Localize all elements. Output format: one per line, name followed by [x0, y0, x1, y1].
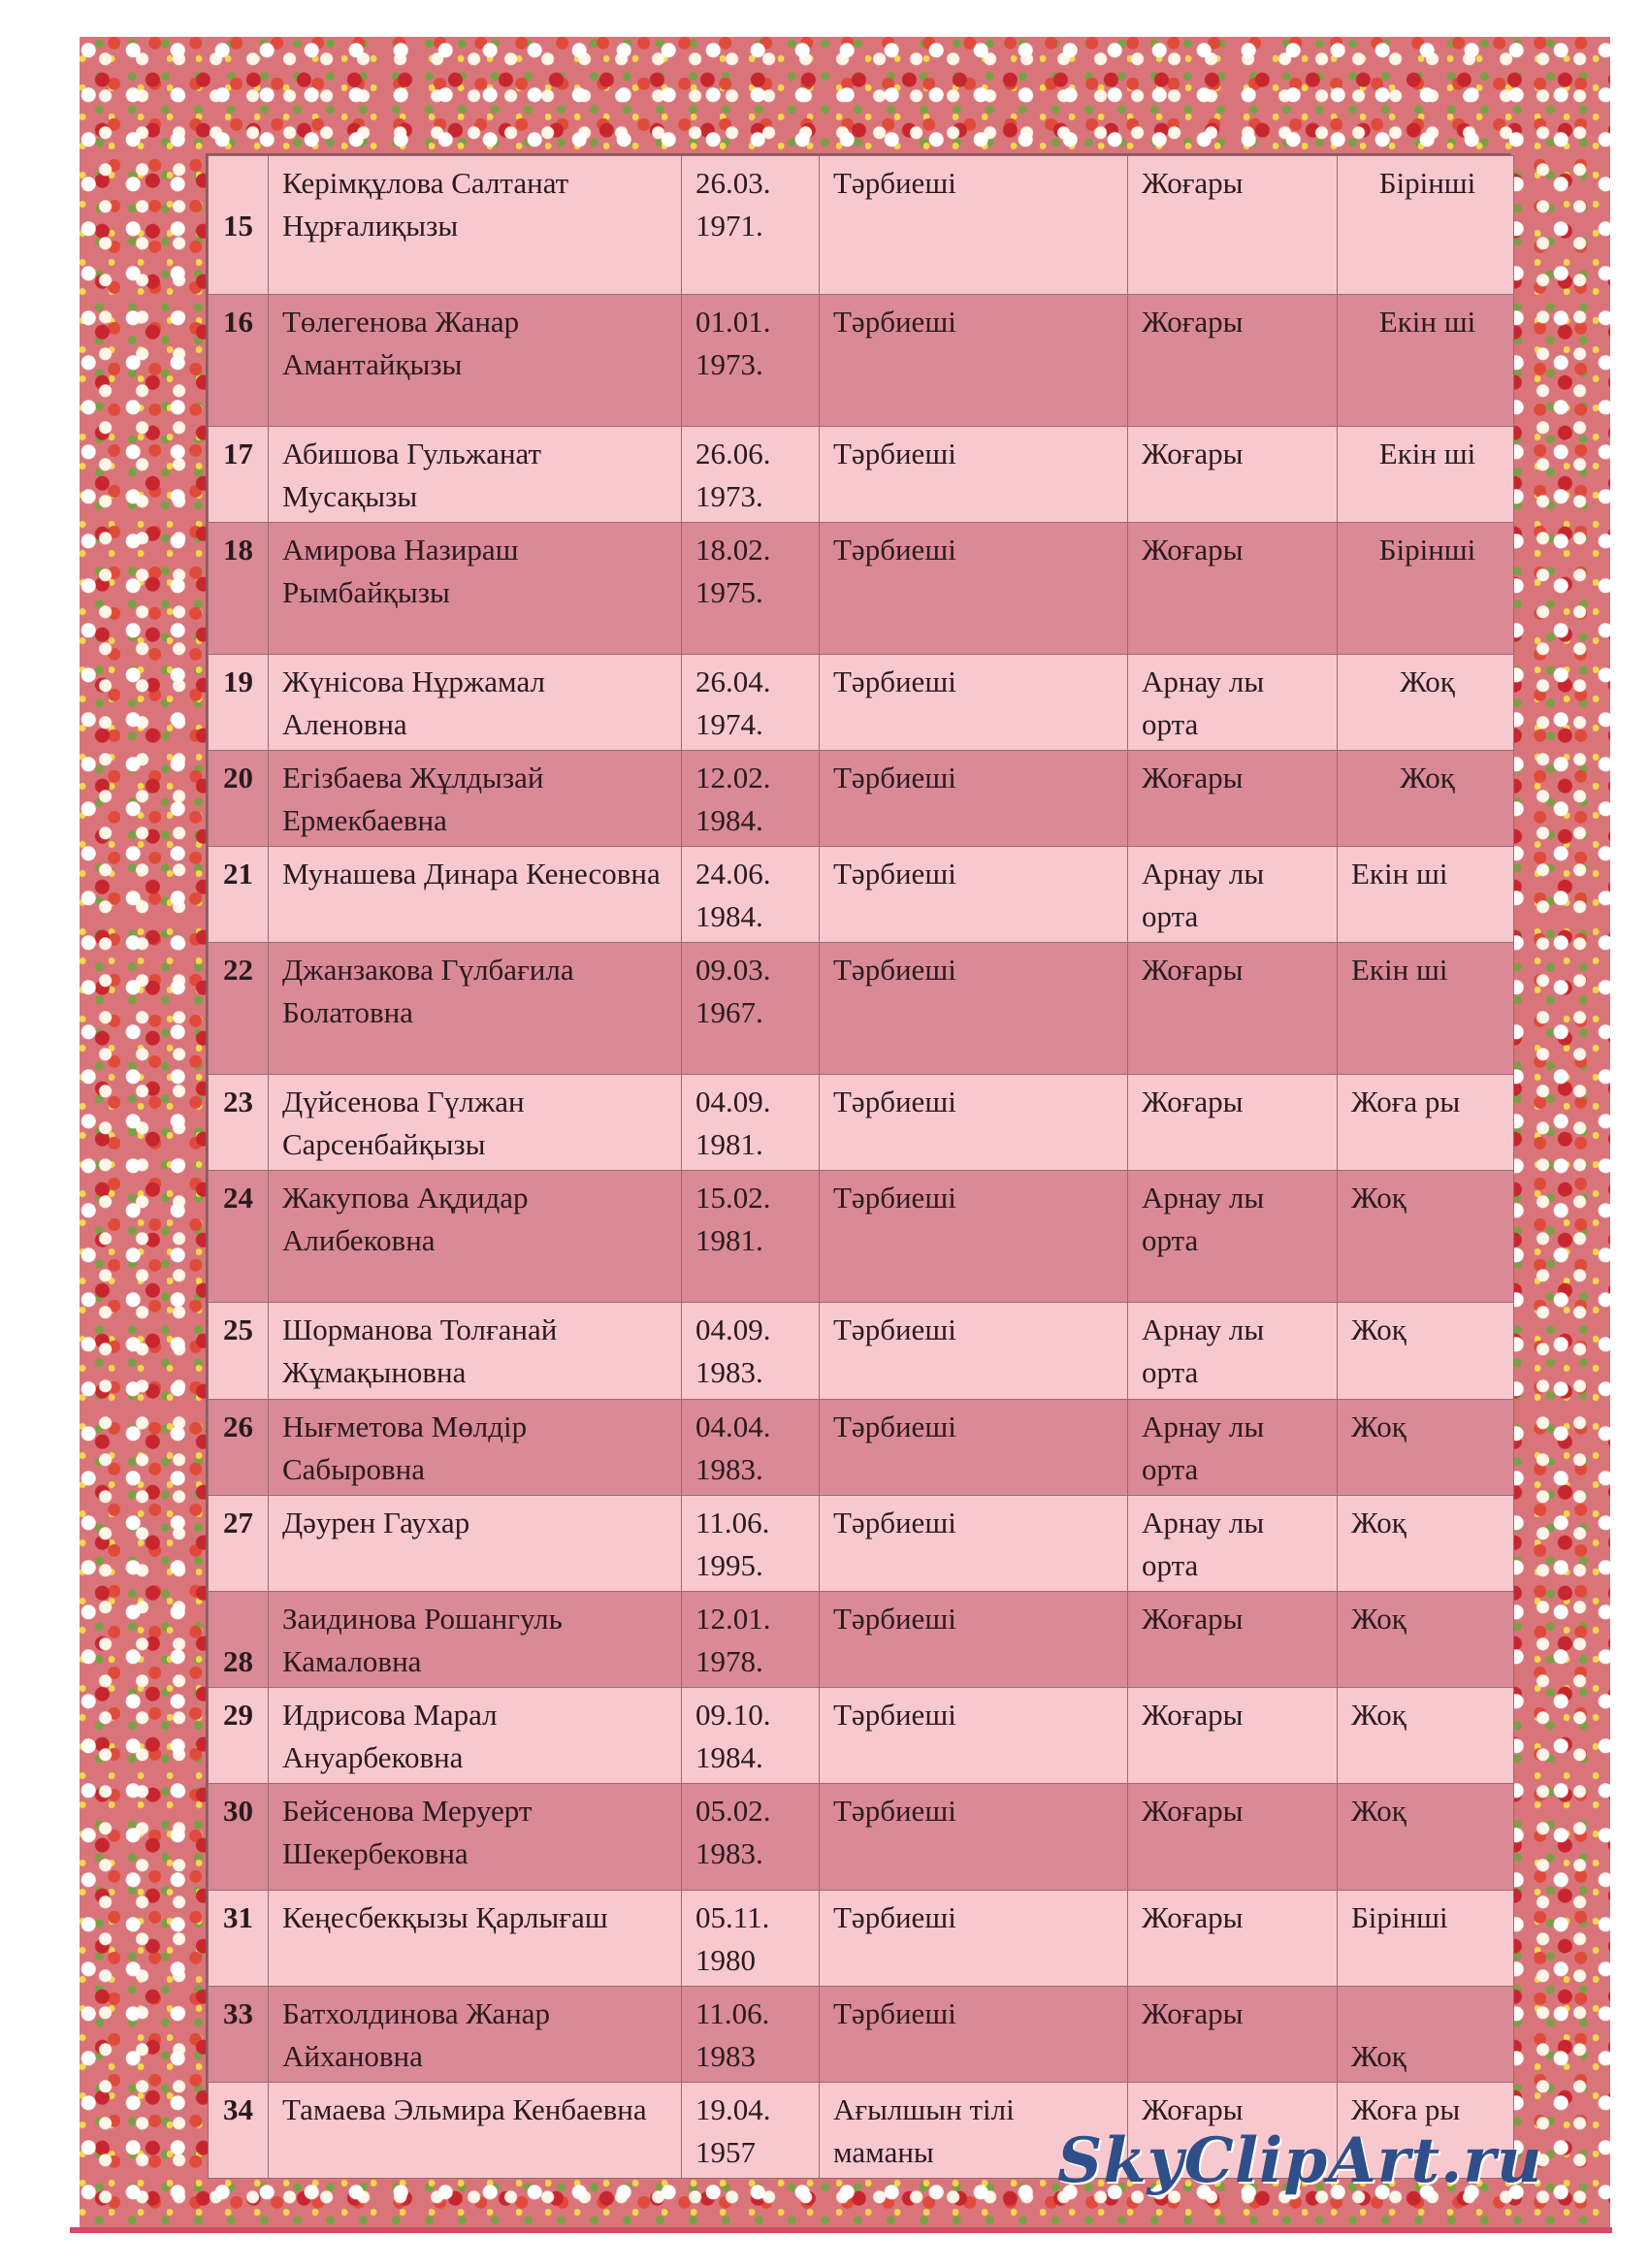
birth-date: 04.04. 1983.	[682, 1400, 820, 1496]
full-name: Абишова Гульжанат Мусақызы	[269, 427, 682, 523]
table-row	[209, 943, 1514, 1075]
education: Арнау лы орта	[1128, 1496, 1338, 1592]
row-number: 16	[209, 295, 269, 427]
position: Тәрбиеші	[820, 655, 1128, 751]
category: Жоқ	[1338, 655, 1514, 751]
education: Жоғары	[1128, 751, 1338, 847]
table-row	[209, 1987, 1514, 2083]
position: Ағылшын тілі маманы	[820, 2083, 1128, 2179]
category: Бірінші	[1338, 1891, 1514, 1987]
table-row	[209, 1400, 1514, 1496]
full-name: Жүнісова Нұржамал Аленовна	[269, 655, 682, 751]
birth-date: 19.04. 1957	[682, 2083, 820, 2179]
birth-date: 05.11. 1980	[682, 1891, 820, 1987]
position: Тәрбиеші	[820, 1400, 1128, 1496]
table-row	[209, 1592, 1514, 1688]
position: Тәрбиеші	[820, 1784, 1128, 1891]
education: Жоғары	[1128, 523, 1338, 655]
education: Жоғары	[1128, 1688, 1338, 1784]
category: Бірінші	[1338, 156, 1514, 295]
table-row	[209, 156, 1514, 295]
full-name: Дүйсенова Гүлжан Сарсенбайқызы	[269, 1075, 682, 1171]
position: Тәрбиеші	[820, 751, 1128, 847]
birth-date: 15.02. 1981.	[682, 1171, 820, 1303]
full-name: Мунашева Динара Кенесовна	[269, 847, 682, 943]
row-number: 24	[209, 1171, 269, 1303]
category: Жоқ	[1338, 1400, 1514, 1496]
education: Жоғары	[1128, 1987, 1338, 2083]
birth-date: 24.06. 1984.	[682, 847, 820, 943]
table-row	[209, 655, 1514, 751]
table-row	[209, 751, 1514, 847]
birth-date: 26.04. 1974.	[682, 655, 820, 751]
full-name: Кеңесбекқызы Қарлығаш	[269, 1891, 682, 1987]
full-name: Шорманова Толғанай Жұмақыновна	[269, 1303, 682, 1400]
row-number: 23	[209, 1075, 269, 1171]
education: Арнау лы орта	[1128, 1400, 1338, 1496]
birth-date: 09.10. 1984.	[682, 1688, 820, 1784]
row-number: 34	[209, 2083, 269, 2179]
education: Жоғары	[1128, 1592, 1338, 1688]
table-row	[209, 1075, 1514, 1171]
full-name: Төлегенова Жанар Амантайқызы	[269, 295, 682, 427]
row-number: 19	[209, 655, 269, 751]
row-number: 33	[209, 1987, 269, 2083]
full-name: Батхолдинова Жанар Айхановна	[269, 1987, 682, 2083]
position: Тәрбиеші	[820, 295, 1128, 427]
category: Жоқ	[1338, 1688, 1514, 1784]
education: Арнау лы орта	[1128, 1303, 1338, 1400]
education: Жоғары	[1128, 1784, 1338, 1891]
table-row	[209, 1688, 1514, 1784]
birth-date: 26.03. 1971.	[682, 156, 820, 295]
education: Жоғары	[1128, 1075, 1338, 1171]
category: Жоқ	[1338, 1987, 1514, 2083]
category: Жоға ры	[1338, 1075, 1514, 1171]
bottom-divider	[70, 2227, 1612, 2233]
full-name: Идрисова Марал Ануарбековна	[269, 1688, 682, 1784]
table-row	[209, 1303, 1514, 1400]
birth-date: 11.06. 1995.	[682, 1496, 820, 1592]
position: Тәрбиеші	[820, 523, 1128, 655]
position: Тәрбиеші	[820, 1303, 1128, 1400]
education: Жоғары	[1128, 2083, 1338, 2179]
category: Жоқ	[1338, 1592, 1514, 1688]
birth-date: 11.06. 1983	[682, 1987, 820, 2083]
category: Бірінші	[1338, 523, 1514, 655]
row-number: 25	[209, 1303, 269, 1400]
full-name: Керімқұлова Салтанат Нұрғалиқызы	[269, 156, 682, 295]
birth-date: 12.02. 1984.	[682, 751, 820, 847]
table-row	[209, 1784, 1514, 1891]
row-number: 21	[209, 847, 269, 943]
row-number: 28	[209, 1592, 269, 1688]
table-row	[209, 295, 1514, 427]
full-name: Жакупова Ақдидар Алибековна	[269, 1171, 682, 1303]
category: Екін ші	[1338, 427, 1514, 523]
table-row	[209, 1171, 1514, 1303]
category: Жоқ	[1338, 1496, 1514, 1592]
category: Жоқ	[1338, 1784, 1514, 1891]
category: Жоқ	[1338, 1171, 1514, 1303]
position: Тәрбиеші	[820, 1688, 1128, 1784]
position: Тәрбиеші	[820, 1171, 1128, 1303]
table-row	[209, 1891, 1514, 1987]
position: Тәрбиеші	[820, 943, 1128, 1075]
birth-date: 26.06. 1973.	[682, 427, 820, 523]
education: Арнау лы орта	[1128, 847, 1338, 943]
position: Тәрбиеші	[820, 847, 1128, 943]
row-number: 27	[209, 1496, 269, 1592]
table-row	[209, 427, 1514, 523]
education: Жоғары	[1128, 427, 1338, 523]
birth-date: 04.09. 1981.	[682, 1075, 820, 1171]
education: Арнау лы орта	[1128, 655, 1338, 751]
education: Жоғары	[1128, 156, 1338, 295]
birth-date: 05.02. 1983.	[682, 1784, 820, 1891]
table-row	[209, 847, 1514, 943]
table-row	[209, 523, 1514, 655]
education: Жоғары	[1128, 943, 1338, 1075]
site-watermark: SkyClipArt.ru	[1057, 2124, 1543, 2197]
birth-date: 04.09. 1983.	[682, 1303, 820, 1400]
row-number: 22	[209, 943, 269, 1075]
birth-date: 09.03. 1967.	[682, 943, 820, 1075]
row-number: 17	[209, 427, 269, 523]
position: Тәрбиеші	[820, 1891, 1128, 1987]
full-name: Джанзакова Гүлбағила Болатовна	[269, 943, 682, 1075]
education: Арнау лы орта	[1128, 1171, 1338, 1303]
full-name: Дәурен Гаухар	[269, 1496, 682, 1592]
category: Жоға ры	[1338, 2083, 1514, 2179]
category: Жоқ	[1338, 751, 1514, 847]
full-name: Тамаева Эльмира Кенбаевна	[269, 2083, 682, 2179]
category: Жоқ	[1338, 1303, 1514, 1400]
position: Тәрбиеші	[820, 1075, 1128, 1171]
birth-date: 18.02. 1975.	[682, 523, 820, 655]
birth-date: 01.01. 1973.	[682, 295, 820, 427]
staff-table	[208, 155, 1514, 2179]
position: Тәрбиеші	[820, 427, 1128, 523]
full-name: Егізбаева Жұлдызай Ермекбаевна	[269, 751, 682, 847]
table-row	[209, 1496, 1514, 1592]
category: Екін ші	[1338, 943, 1514, 1075]
position: Тәрбиеші	[820, 156, 1128, 295]
full-name: Заидинова Рошангуль Камаловна	[269, 1592, 682, 1688]
row-number: 20	[209, 751, 269, 847]
birth-date: 12.01. 1978.	[682, 1592, 820, 1688]
full-name: Нығметова Мөлдір Сабыровна	[269, 1400, 682, 1496]
row-number: 30	[209, 1784, 269, 1891]
row-number: 15	[209, 156, 269, 295]
row-number: 26	[209, 1400, 269, 1496]
education: Жоғары	[1128, 295, 1338, 427]
full-name: Бейсенова Меруерт Шекербековна	[269, 1784, 682, 1891]
position: Тәрбиеші	[820, 1592, 1128, 1688]
education: Жоғары	[1128, 1891, 1338, 1987]
category: Екін ші	[1338, 847, 1514, 943]
position: Тәрбиеші	[820, 1496, 1128, 1592]
category: Екін ші	[1338, 295, 1514, 427]
row-number: 31	[209, 1891, 269, 1987]
row-number: 18	[209, 523, 269, 655]
full-name: Амирова Назираш Рымбайқызы	[269, 523, 682, 655]
row-number: 29	[209, 1688, 269, 1784]
position: Тәрбиеші	[820, 1987, 1128, 2083]
